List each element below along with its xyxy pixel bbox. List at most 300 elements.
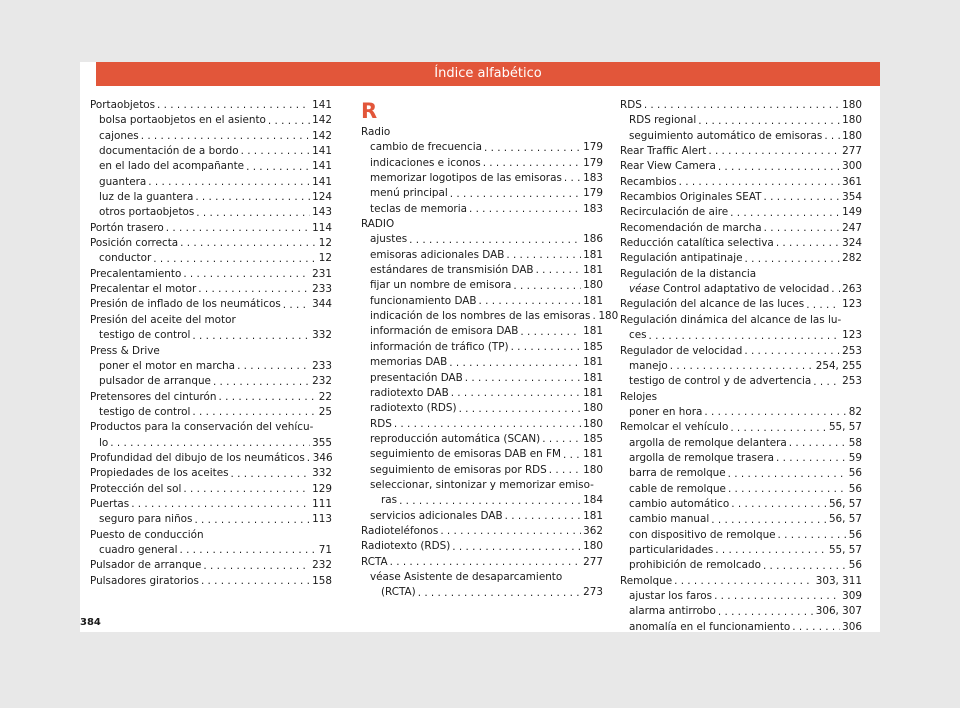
- entry-term: ajustar los faros: [629, 590, 713, 602]
- index-entry: [620, 282, 862, 297]
- entry-page: 183: [583, 172, 603, 185]
- entry-term: información de tráfico (TP): [370, 340, 509, 353]
- dot-leader: [718, 605, 814, 620]
- entry-term: menú principal: [370, 187, 448, 200]
- index-entry: [361, 140, 603, 155]
- dot-leader: [704, 405, 846, 420]
- dot-leader: [763, 190, 840, 205]
- entry-page: 324: [842, 237, 862, 250]
- entry-page: 55, 57: [828, 421, 862, 434]
- dot-leader: [483, 156, 581, 171]
- index-heading: Productos para la conservación del vehícu-: [90, 421, 314, 434]
- index-entry: [620, 297, 862, 312]
- dot-leader: [237, 359, 310, 374]
- index-entry: [361, 278, 603, 293]
- index-entry: [90, 236, 332, 251]
- entry-page: 233: [312, 283, 332, 296]
- index-entry: [620, 344, 862, 359]
- dot-leader: [201, 574, 310, 589]
- index-entry: [620, 175, 862, 190]
- index-entry: [361, 386, 603, 401]
- index-entry: [361, 355, 603, 370]
- entry-term: memorizar logotipos de las emisoras: [370, 172, 562, 185]
- dot-leader: [484, 141, 581, 156]
- index-entry: [90, 282, 332, 297]
- dot-leader: [764, 221, 841, 236]
- entry-page: 181: [583, 371, 603, 384]
- index-entry: [361, 156, 603, 171]
- entry-term: Radioteléfonos: [361, 524, 439, 537]
- index-entry: [90, 497, 332, 512]
- entry-page: 180: [583, 463, 603, 476]
- index-entry: [90, 113, 332, 128]
- entry-term: guantera: [99, 175, 147, 188]
- entry-term: indicaciones e iconos: [370, 156, 481, 169]
- dot-leader: [715, 543, 827, 558]
- index-entry: [90, 297, 332, 312]
- entry-term: testigo de control: [99, 329, 191, 342]
- index-entry: [620, 558, 862, 573]
- index-heading: Radio: [361, 126, 391, 138]
- entry-term: Recomendación de marcha: [620, 221, 762, 234]
- entry-page: 346: [312, 451, 333, 464]
- entry-page: 253: [842, 344, 862, 357]
- entry-page: 303, 311: [815, 574, 862, 587]
- index-entry: [620, 98, 862, 113]
- entry-term: Presión de inflado de los neumáticos: [90, 298, 281, 311]
- dot-leader: [644, 98, 840, 113]
- index-entry: [361, 294, 603, 309]
- dot-leader: [649, 329, 841, 344]
- index-heading: Regulación dinámica del alcance de las lu-: [620, 313, 842, 326]
- entry-term: radiotexto DAB: [370, 386, 449, 399]
- entry-term: cable de remolque: [629, 482, 726, 495]
- index-entry: [620, 251, 862, 266]
- entry-term: Rear Traffic Alert: [620, 145, 707, 158]
- index-entry: [90, 251, 332, 266]
- dot-leader: [728, 467, 847, 482]
- dot-leader: [452, 540, 581, 555]
- index-entry: [620, 528, 862, 543]
- entry-page: 114: [312, 221, 332, 234]
- entry-term: seguimiento de emisoras por RDS: [370, 463, 547, 476]
- dot-leader: [542, 432, 581, 447]
- entry-page: 71: [318, 543, 332, 556]
- dot-leader: [506, 248, 581, 263]
- entry-term: luz de la guantera: [99, 191, 194, 204]
- entry-term: testigo de control: [99, 405, 191, 418]
- entry-page: 247: [842, 221, 862, 234]
- index-entry: [90, 267, 332, 282]
- entry-page: 149: [842, 206, 862, 219]
- dot-leader: [307, 451, 311, 466]
- index-entry: [361, 401, 603, 416]
- entry-term: argolla de remolque delantera: [629, 436, 787, 449]
- entry-page: 180: [583, 540, 603, 553]
- dot-leader: [268, 114, 310, 129]
- entry-term: funcionamiento DAB: [370, 294, 477, 307]
- index-entry: [361, 232, 603, 247]
- dot-leader: [180, 236, 317, 251]
- dot-leader: [564, 171, 581, 186]
- index-entry: [620, 543, 862, 558]
- entry-page: 180: [842, 114, 862, 127]
- dot-leader: [131, 497, 310, 512]
- index-heading: seleccionar, sintonizar y memorizar emiso-: [370, 478, 594, 491]
- index-entry: [361, 539, 603, 554]
- index-entry: [90, 129, 332, 144]
- dot-leader: [283, 298, 310, 313]
- index-entry: [361, 555, 603, 570]
- entry-term: anomalía en el funcionamiento: [629, 620, 791, 633]
- dot-leader: [549, 463, 581, 478]
- index-entry: [620, 497, 862, 512]
- entry-page: 129: [312, 482, 332, 495]
- index-entry: [620, 190, 862, 205]
- index-heading: Presión del aceite del motor: [90, 313, 236, 326]
- entry-page: 25: [318, 405, 332, 418]
- dot-leader: [776, 451, 847, 466]
- entry-term: cuadro general: [99, 543, 178, 556]
- index-entry: [90, 144, 332, 159]
- entry-page: 56: [848, 467, 862, 480]
- dot-leader: [745, 252, 841, 267]
- dot-leader: [192, 329, 310, 344]
- entry-page: 59: [848, 451, 862, 464]
- entry-term: alarma antirrobo: [629, 605, 716, 618]
- index-entry: [620, 420, 862, 435]
- entry-term: ces: [629, 329, 647, 342]
- index-entry: [90, 374, 332, 389]
- dot-leader: [440, 524, 581, 539]
- index-heading: véase Asistente de desaparcamiento: [370, 570, 563, 583]
- page-header: Índice alfabético: [96, 62, 880, 86]
- entry-page: 12: [318, 237, 332, 250]
- index-entry: [90, 390, 332, 405]
- entry-term: Regulación antipatinaje: [620, 252, 743, 265]
- entry-term: Recambios: [620, 175, 677, 188]
- dot-leader: [714, 589, 840, 604]
- entry-term: fijar un nombre de emisora: [370, 279, 512, 292]
- entry-page: 56: [848, 482, 862, 495]
- dot-leader: [520, 325, 581, 340]
- section-letter: R: [361, 99, 378, 123]
- entry-term: RDS: [370, 417, 392, 430]
- dot-leader: [511, 340, 582, 355]
- index-entry: [90, 436, 332, 451]
- entry-term: documentación de a bordo: [99, 145, 239, 158]
- entry-page: 142: [312, 114, 332, 127]
- dot-leader: [728, 482, 847, 497]
- dot-leader: [505, 509, 582, 524]
- index-heading: Relojes: [620, 390, 658, 403]
- entry-page: 180: [583, 279, 603, 292]
- index-entry: [361, 171, 603, 186]
- entry-page: 332: [312, 329, 332, 342]
- index-entry: [620, 589, 862, 604]
- index-entry: [90, 451, 332, 466]
- dot-leader: [213, 375, 310, 390]
- dot-leader: [157, 98, 310, 113]
- index-entry: [620, 436, 862, 451]
- index-column-1: [90, 98, 332, 589]
- index-entry: [90, 221, 332, 236]
- entry-term: Propiedades de los aceites: [90, 467, 229, 480]
- entry-page: 362: [583, 524, 603, 537]
- entry-term: Pretensores del cinturón: [90, 390, 217, 403]
- index-entry: [620, 205, 862, 220]
- index-entry: [361, 524, 603, 539]
- dot-leader: [479, 294, 582, 309]
- index-entry: [90, 98, 332, 113]
- entry-term: teclas de memoria: [370, 202, 467, 215]
- entry-page: 180: [583, 402, 603, 415]
- dot-leader: [451, 386, 581, 401]
- index-entry: [361, 432, 603, 447]
- entry-term: argolla de remolque trasera: [629, 451, 774, 464]
- dot-leader: [831, 282, 840, 297]
- entry-term: conductor: [99, 252, 152, 265]
- index-heading: Puesto de conducción: [90, 528, 204, 541]
- dot-leader: [563, 448, 581, 463]
- dot-leader: [670, 359, 814, 374]
- dot-leader: [183, 267, 310, 282]
- entry-page: 232: [312, 559, 332, 572]
- dot-leader: [806, 298, 840, 313]
- dot-leader: [789, 436, 847, 451]
- entry-page: 181: [583, 356, 603, 369]
- entry-page: 233: [312, 359, 332, 372]
- dot-leader: [730, 206, 840, 221]
- index-entry: [620, 236, 862, 251]
- index-entry: [361, 493, 603, 508]
- dot-leader: [711, 513, 827, 528]
- entry-term: prohibición de remolcado: [629, 559, 761, 572]
- entry-page: 361: [842, 175, 862, 188]
- dot-leader: [179, 543, 316, 558]
- dot-leader: [778, 528, 847, 543]
- index-entry: [361, 447, 603, 462]
- entry-page: 185: [583, 340, 603, 353]
- entry-page: 277: [842, 145, 862, 158]
- dot-leader: [469, 202, 581, 217]
- entry-page: 179: [583, 141, 603, 154]
- entry-term: Recambios Originales SEAT: [620, 191, 762, 204]
- index-entry: [90, 359, 332, 374]
- index-entry: [361, 417, 603, 432]
- index-entry: [620, 574, 862, 589]
- entry-term: testigo de control y de advertencia: [629, 375, 812, 388]
- index-entry: [90, 205, 332, 220]
- index-entry: [620, 405, 862, 420]
- entry-term: RDS regional: [629, 114, 697, 127]
- entry-page: 273: [583, 586, 603, 599]
- index-entry: [620, 359, 862, 374]
- entry-page: 111: [312, 497, 332, 510]
- entry-page: 142: [312, 129, 332, 142]
- entry-term: Precalentar el motor: [90, 283, 197, 296]
- entry-page: 56: [848, 528, 862, 541]
- entry-term: particularidades: [629, 543, 714, 556]
- entry-term: con dispositivo de remolque: [629, 528, 776, 541]
- index-entry: [90, 405, 332, 420]
- entry-page: 181: [583, 248, 603, 261]
- entry-term: Radiotexto (RDS): [361, 540, 451, 553]
- entry-page: 179: [583, 156, 603, 169]
- entry-term: véase Control adaptativo de velocidad: [629, 283, 830, 296]
- index-page: [80, 62, 880, 632]
- dot-leader: [824, 129, 840, 144]
- entry-term: Regulador de velocidad: [620, 344, 743, 357]
- entry-term: Protección del sol: [90, 482, 182, 495]
- dot-leader: [153, 252, 317, 267]
- entry-page: 185: [583, 432, 603, 445]
- index-entry: [620, 374, 862, 389]
- entry-term: radiotexto (RDS): [370, 402, 457, 415]
- entry-page: 181: [583, 325, 603, 338]
- index-entry: [361, 263, 603, 278]
- dot-leader: [409, 233, 581, 248]
- entry-page: 306: [842, 620, 862, 633]
- entry-term: Posición correcta: [90, 237, 179, 250]
- entry-term: barra de remolque: [629, 467, 726, 480]
- index-entry: [361, 324, 603, 339]
- index-entry: [361, 585, 603, 600]
- entry-page: 282: [842, 252, 862, 265]
- dot-leader: [513, 279, 581, 294]
- entry-term: cambio manual: [629, 513, 710, 526]
- dot-leader: [708, 144, 840, 159]
- dot-leader: [698, 114, 840, 129]
- entry-page: 181: [583, 448, 603, 461]
- index-entry: [90, 328, 332, 343]
- dot-leader: [241, 144, 311, 159]
- dot-leader: [731, 497, 827, 512]
- index-entry: [361, 463, 603, 478]
- entry-term: Precalentamiento: [90, 267, 182, 280]
- index-entry: [361, 186, 603, 201]
- index-entry: [620, 620, 862, 635]
- index-entry: [620, 604, 862, 619]
- entry-page: 124: [312, 191, 332, 204]
- entry-page: 123: [842, 298, 862, 311]
- index-entry: [361, 371, 603, 386]
- index-heading: Regulación de la distancia: [620, 267, 757, 280]
- entry-page: 186: [583, 233, 603, 246]
- entry-page: 12: [318, 252, 332, 265]
- entry-page: 184: [583, 494, 603, 507]
- entry-page: 141: [312, 99, 332, 111]
- entry-page: 354: [842, 191, 862, 204]
- entry-page: 113: [312, 513, 332, 526]
- dot-leader: [141, 129, 310, 144]
- dot-leader: [536, 263, 582, 278]
- dot-leader: [394, 417, 581, 432]
- index-entry: [620, 144, 862, 159]
- index-entry: [90, 558, 332, 573]
- entry-term: manejo: [629, 359, 668, 372]
- dot-leader: [813, 375, 840, 390]
- dot-leader: [390, 555, 582, 570]
- entry-term: Portón trasero: [90, 221, 164, 234]
- entry-term: Portaobjetos: [90, 99, 156, 111]
- dot-leader: [110, 436, 310, 451]
- index-column-2: [361, 98, 619, 601]
- dot-leader: [246, 160, 310, 175]
- entry-term: RDS: [620, 99, 642, 111]
- index-entry: [361, 309, 619, 324]
- dot-leader: [183, 482, 310, 497]
- entry-term: Rear View Camera: [620, 160, 716, 173]
- dot-leader: [763, 559, 847, 574]
- index-entry: [90, 159, 332, 174]
- index-entry: [620, 159, 862, 174]
- entry-term: seguimiento de emisoras DAB en FM: [370, 448, 561, 461]
- index-entry: [620, 451, 862, 466]
- dot-leader: [674, 574, 814, 589]
- entry-term: en el lado del acompañante: [99, 160, 245, 173]
- entry-page: 58: [848, 436, 862, 449]
- dot-leader: [679, 175, 841, 190]
- index-entry: [90, 512, 332, 527]
- entry-term: cambio de frecuencia: [370, 141, 482, 154]
- entry-page: 180: [842, 129, 862, 142]
- entry-term: presentación DAB: [370, 371, 463, 384]
- entry-term: RCTA: [361, 555, 388, 568]
- index-entry: [90, 466, 332, 481]
- index-entry: [361, 509, 603, 524]
- dot-leader: [194, 513, 310, 528]
- dot-leader: [198, 282, 310, 297]
- entry-term: lo: [99, 436, 109, 449]
- entry-page: 82: [848, 405, 862, 418]
- entry-page: 253: [842, 375, 862, 388]
- dot-leader: [148, 175, 310, 190]
- entry-term: información de emisora DAB: [370, 325, 519, 338]
- index-column-3: [620, 98, 862, 635]
- page-number: 384: [80, 617, 101, 628]
- entry-term: poner en hora: [629, 405, 703, 418]
- entry-term: estándares de transmisión DAB: [370, 264, 534, 277]
- entry-term: (RCTA): [381, 586, 416, 599]
- entry-term: seguimiento automático de emisoras: [629, 129, 823, 142]
- index-entry: [90, 175, 332, 190]
- entry-term: servicios adicionales DAB: [370, 509, 503, 522]
- entry-term: Remolque: [620, 574, 673, 587]
- index-entry: [620, 466, 862, 481]
- dot-leader: [231, 467, 311, 482]
- entry-term: ajustes: [370, 233, 408, 246]
- entry-term: ras: [381, 494, 398, 507]
- entry-page: 332: [312, 467, 332, 480]
- entry-page: 277: [583, 555, 603, 568]
- index-entry: [90, 190, 332, 205]
- entry-page: 56, 57: [828, 497, 862, 510]
- entry-term: pulsador de arranque: [99, 375, 211, 388]
- entry-page: 300: [842, 160, 862, 173]
- dot-leader: [744, 344, 840, 359]
- entry-term: Remolcar el vehículo: [620, 421, 729, 434]
- entry-page: 309: [842, 590, 862, 602]
- entry-page: 141: [312, 145, 332, 158]
- dot-leader: [592, 309, 596, 324]
- dot-leader: [219, 390, 317, 405]
- entry-page: 180: [842, 99, 862, 111]
- entry-page: 344: [312, 298, 332, 311]
- entry-term: memorias DAB: [370, 356, 448, 369]
- entry-page: 143: [312, 206, 332, 219]
- dot-leader: [465, 371, 581, 386]
